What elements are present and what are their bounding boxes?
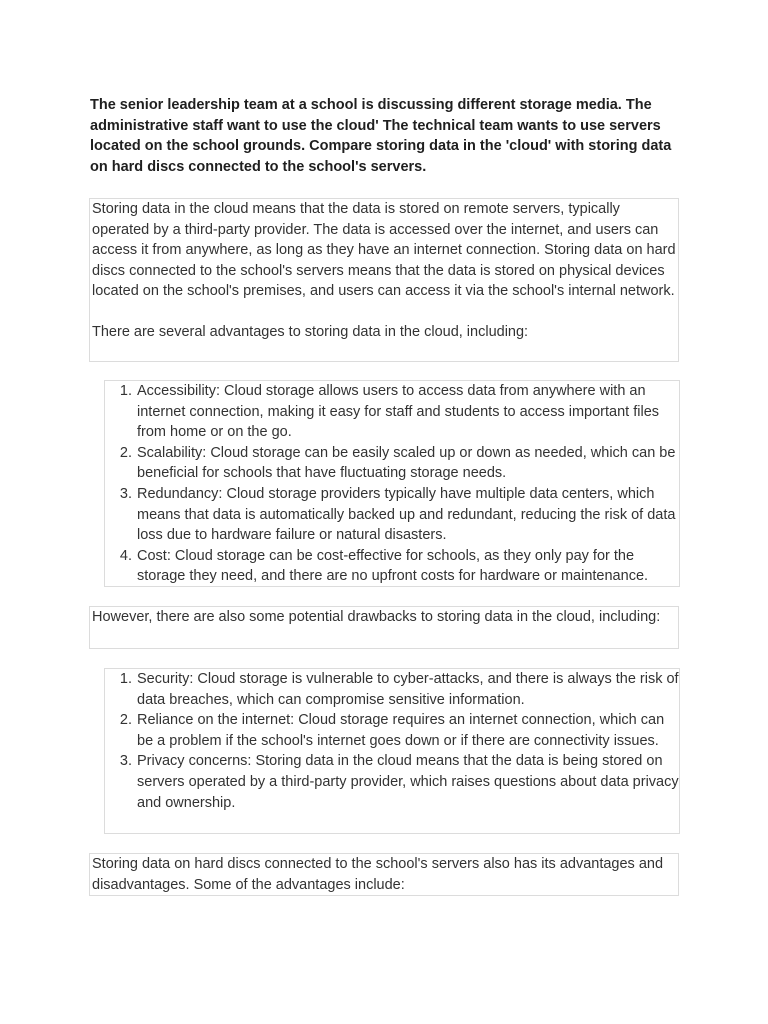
hard-disc-lead-in: Storing data on hard discs connected to the school's servers also has its advantages and disadvantages. Some of the advantages include: bbox=[92, 856, 664, 893]
intro-paragraph: Storing data in the cloud means that the data is stored on remote servers, typically operated by a third-party provider. The data is accessed over the internet, and users can access it from anywhere, as long as they have an internet connection. Storing data on hard discs connected to the school's servers means that the data is stored on physical devices located on the school's premises, and users can access it via the school's internal network. bbox=[92, 201, 676, 300]
advantages-list-block bbox=[104, 380, 680, 587]
drawbacks-list bbox=[105, 669, 679, 813]
list-item: 3. Redundancy: Cloud storage providers typically have multiple data centers, which means that data is automatically backed up and redundant, reducing the risk of data loss due to hardware failure or natural disasters. bbox=[136, 484, 679, 546]
drawbacks-intro-block bbox=[89, 606, 679, 649]
drawbacks-list-block bbox=[104, 668, 680, 834]
list-item: 2. Reliance on the internet: Cloud storage requires an internet connection, which can be a problem if the school's internet goes down or if there are connectivity issues. bbox=[136, 710, 679, 751]
question-heading: The senior leadership team at a school is discussing different storage media. The administrative staff want to use the cloud' The technical team wants to use servers located on the school grounds. Compare storing data in the 'cloud' with storing data on hard discs connected to the school's servers. bbox=[90, 97, 672, 175]
list-item: 1. Security: Cloud storage is vulnerable to cyber-attacks, and there is always the risk of data breaches, which can compromise sensitive information. bbox=[136, 669, 679, 710]
list-item: 2. Scalability: Cloud storage can be easily scaled up or down as needed, which can be beneficial for schools that have fluctuating storage needs. bbox=[136, 443, 679, 484]
hard-disc-intro-block bbox=[89, 853, 679, 896]
drawbacks-lead-in: However, there are also some potential drawbacks to storing data in the cloud, including: bbox=[92, 609, 661, 625]
list-item: 3. Privacy concerns: Storing data in the cloud means that the data is being stored on servers operated by a third-party provider, which raises questions about data privacy and ownership. bbox=[136, 751, 679, 813]
advantages-list bbox=[105, 381, 679, 587]
list-item: 1. Accessibility: Cloud storage allows users to access data from anywhere with an internet connection, making it easy for staff and students to access important files from home or on the go. bbox=[136, 381, 679, 443]
list-item: 4. Cost: Cloud storage can be cost-effective for schools, as they only pay for the storage they need, and there are no upfront costs for hardware or maintenance. bbox=[136, 546, 679, 587]
advantages-lead-in: There are several advantages to storing data in the cloud, including: bbox=[92, 323, 529, 340]
intro-block bbox=[89, 198, 679, 362]
